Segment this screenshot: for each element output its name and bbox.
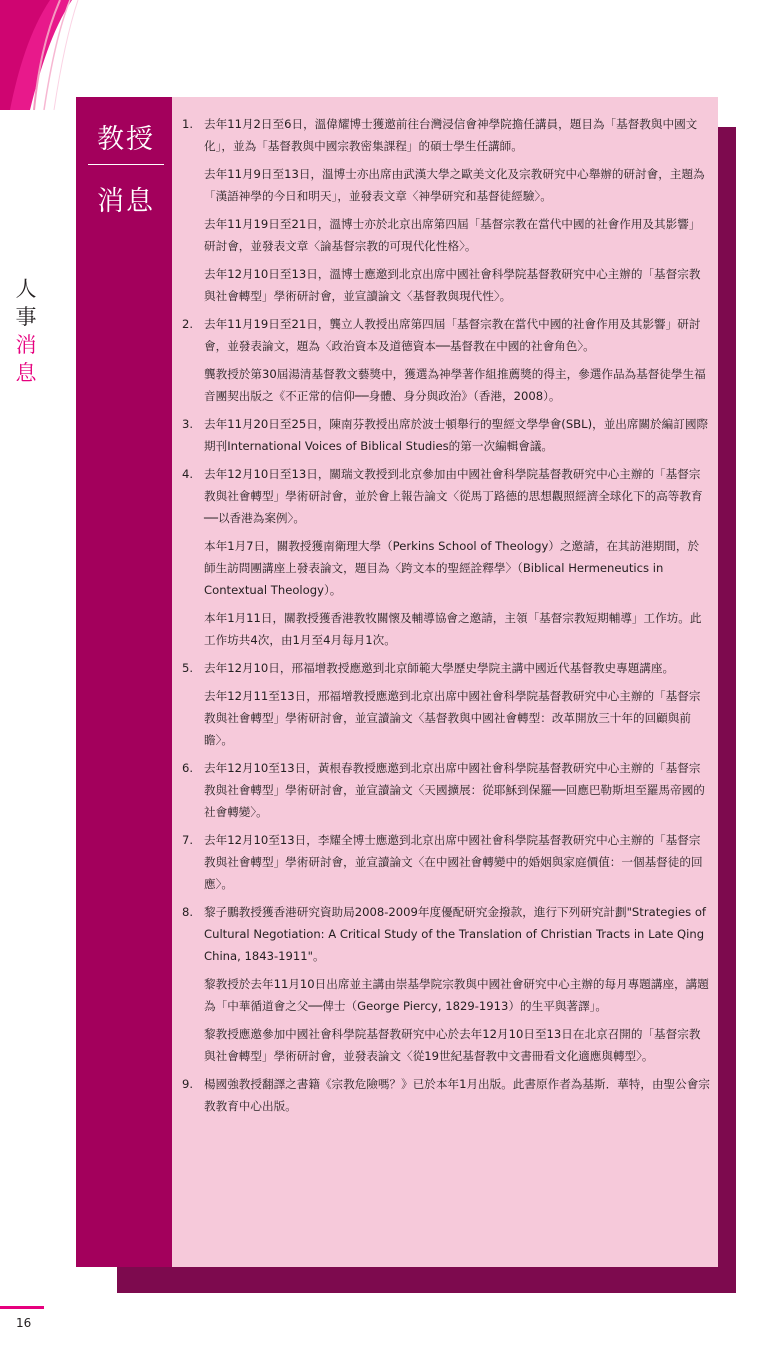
list-item-number: 3.: [182, 417, 194, 431]
list-item-body: [204, 113, 710, 307]
list-item: [182, 313, 710, 407]
side-label-char-4: 息: [15, 361, 37, 385]
paragraph: 去年12月10日至13日，關瑞文教授到北京參加由中國社會科學院基督教研究中心主辦的「基督宗教與社會轉型」學術研討會，並於會上報告論文〈從馬丁路德的思想觀照經濟全球化下的高等教育──以香港為案例〉。: [204, 467, 703, 525]
corner-swoosh-decoration: [0, 0, 160, 110]
paragraph: 去年11月19日至21日，龔立人教授出席第四屆「基督宗教在當代中國的社會作用及其影響」研討會，並發表論文，題為〈政治資本及道德資本──基督教在中國的社會角色〉。: [204, 317, 701, 353]
list-item-number: 1.: [182, 117, 194, 131]
paragraph: 去年12月10至13日，李耀全博士應邀到北京出席中國社會科學院基督教研究中心主辦的「基督宗教與社會轉型」學術研討會，並宣讀論文〈在中國社會轉變中的婚姻與家庭價值：一個基督徒的回應〉。: [204, 833, 703, 891]
paragraph: 去年11月20日至25日，陳南芬教授出席於波士頓舉行的聖經文學學會(SBL)，並出席關於編訂國際期刊International Voices of Biblical Studies的第一次編輯會議。: [204, 417, 709, 453]
list-item-body: [204, 413, 710, 457]
list-item: [182, 901, 710, 1067]
list-item-body: [204, 829, 710, 895]
list-item: [182, 657, 710, 751]
list-item-body: [204, 657, 710, 751]
paragraph: 去年11月9日至13日，溫博士亦出席由武漢大學之歐美文化及宗教研究中心舉辦的研討會，主題為「漢語神學的今日和明天」，並發表文章〈神學研究和基督徒經驗〉。: [204, 167, 705, 203]
list-item: [182, 463, 710, 651]
list-item-number: 8.: [182, 905, 194, 919]
side-label-char-2: 事: [15, 305, 37, 329]
title-bar: [76, 97, 172, 1267]
list-item-body: [204, 757, 710, 823]
paragraph: 去年12月10至13日，黃根春教授應邀到北京出席中國社會科學院基督教研究中心主辦的「基督宗教與社會轉型」學術研討會，並宣讀論文〈天國擴展：從耶穌到保羅──回應巴勒斯坦至羅馬帝國的社會轉變〉。: [204, 761, 705, 819]
paragraph: 本年1月11日，關教授獲香港教牧關懷及輔導協會之邀請，主領「基督宗教短期輔導」工作坊。此工作坊共4次，由1月至4月每月1次。: [204, 611, 702, 647]
list-item-body: [204, 313, 710, 407]
paragraph: 黎子鵬教授獲香港研究資助局2008-2009年度優配研究金撥款，進行下列研究計劃"Strategies of Cultural Negotiation: A Critical Study of the Translation of Christian Tracts in Late Qing China, 1843-1911"。: [204, 905, 707, 963]
list-item-body: [204, 1073, 710, 1117]
list-item: [182, 113, 710, 307]
paragraph: 去年11月19日至21日，溫博士亦於北京出席第四屆「基督宗教在當代中國的社會作用及其影響」研討會，並發表文章〈論基督宗教的可現代化性格〉。: [204, 217, 701, 253]
paragraph: 龔教授於第30屆湯清基督教文藝獎中，獲選為神學著作組推薦獎的得主，參選作品為基督徒學生福音團契出版之《不正常的信仰──身體、身分與政治》（香港，2008）。: [204, 367, 706, 403]
section-title: [88, 113, 164, 218]
list-item-number: 7.: [182, 833, 194, 847]
side-label-char-1: 人: [15, 277, 37, 301]
page-number: 16: [16, 1316, 32, 1330]
paragraph: 黎教授於去年11月10日出席並主講由崇基學院宗教與中國社會研究中心主辦的每月專題講座，講題為「中華循道會之父──俾士（George Piercy, 1829-1913）的生平與著譯」。: [204, 977, 709, 1013]
list-item-number: 4.: [182, 467, 194, 481]
paragraph: 楊國強教授翻譯之書籍《宗教危險嗎？》已於本年1月出版。此書原作者為基斯．華特，由聖公會宗教教育中心出版。: [204, 1077, 710, 1113]
list-item-number: 5.: [182, 661, 194, 675]
list-item: [182, 1073, 710, 1117]
section-side-label: [14, 275, 38, 387]
paragraph: 去年12月10日，邢福增教授應邀到北京師範大學歷史學院主講中國近代基督教史專題講座。: [204, 661, 675, 675]
paragraph: 黎教授應邀參加中國社會科學院基督教研究中心於去年12月10日至13日在北京召開的「基督宗教與社會轉型」學術研討會，並發表論文〈從19世紀基督教中文書冊看文化適應與轉型〉。: [204, 1027, 701, 1063]
list-item: [182, 757, 710, 823]
list-item-number: 9.: [182, 1077, 194, 1091]
paragraph: 去年12月11至13日，邢福增教授應邀到北京出席中國社會科學院基督教研究中心主辦的「基督宗教與社會轉型」學術研討會，並宣讀論文〈基督教與中國社會轉型：改革開放三十年的回顧與前瞻〉。: [204, 689, 701, 747]
section-title-line1: 教授: [88, 113, 164, 165]
footer-accent-line: [0, 1306, 44, 1309]
list-item-body: [204, 901, 710, 1067]
list-item-number: 2.: [182, 317, 194, 331]
paragraph: 本年1月7日，關教授獲南衛理大學（Perkins School of Theology）之邀請，在其訪港期間，於師生訪問團講座上發表論文，題目為〈跨文本的聖經詮釋學〉（Biblical Hermeneutics in Contextual Theology）。: [204, 539, 700, 597]
section-title-line2: 消息: [97, 186, 155, 217]
paragraph: 去年11月2日至6日，溫偉耀博士獲邀前往台灣浸信會神學院擔任講員，題目為「基督教與中國文化」，並為「基督教與中國宗教密集課程」的碩士學生任講師。: [204, 117, 698, 153]
side-label-char-3: 消: [15, 333, 37, 357]
paragraph: 去年12月10日至13日，溫博士應邀到北京出席中國社會科學院基督教研究中心主辦的「基督宗教與社會轉型」學術研討會，並宣讀論文〈基督教與現代性〉。: [204, 267, 701, 303]
list-item-body: [204, 463, 710, 651]
news-list: [182, 113, 710, 1123]
list-item: [182, 413, 710, 457]
list-item: [182, 829, 710, 895]
list-item-number: 6.: [182, 761, 194, 775]
